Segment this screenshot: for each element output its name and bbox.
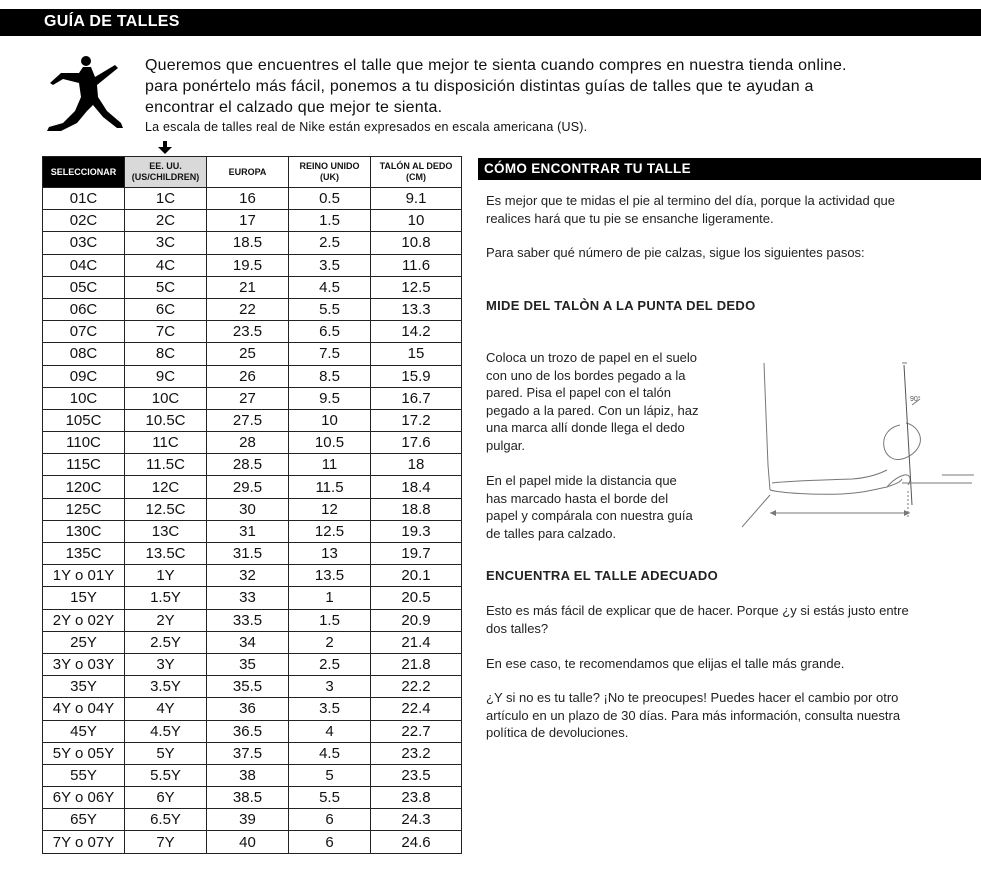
size-uk-cell: 13	[289, 543, 371, 565]
size-eu-cell: 26	[207, 365, 289, 387]
size-us-cell: 5C	[125, 276, 207, 298]
table-row[interactable]	[43, 432, 462, 454]
size-eu-cell: 21	[207, 276, 289, 298]
size-select-cell[interactable]: 4Y o 04Y	[43, 698, 125, 720]
column-header-eu: EUROPA	[207, 157, 289, 188]
size-us-cell: 12.5C	[125, 498, 207, 520]
table-row[interactable]	[43, 276, 462, 298]
size-us-cell: 7Y	[125, 831, 207, 853]
size-us-cell: 5Y	[125, 742, 207, 764]
size-cm-cell: 17.2	[371, 409, 462, 431]
size-us-cell: 12C	[125, 476, 207, 498]
size-select-cell[interactable]: 09C	[43, 365, 125, 387]
size-eu-cell: 27.5	[207, 409, 289, 431]
size-cm-cell: 9.1	[371, 188, 462, 210]
size-select-cell[interactable]: 45Y	[43, 720, 125, 742]
size-eu-cell: 29.5	[207, 476, 289, 498]
size-uk-cell: 2.5	[289, 653, 371, 675]
size-eu-cell: 35	[207, 653, 289, 675]
size-uk-cell: 6.5	[289, 321, 371, 343]
size-eu-cell: 19.5	[207, 254, 289, 276]
size-eu-cell: 28.5	[207, 454, 289, 476]
table-row[interactable]	[43, 720, 462, 742]
size-us-cell: 5.5Y	[125, 764, 207, 786]
size-uk-cell: 5.5	[289, 298, 371, 320]
table-row[interactable]	[43, 232, 462, 254]
down-arrow-icon	[158, 141, 172, 155]
table-row[interactable]	[43, 210, 462, 232]
size-cm-cell: 16.7	[371, 387, 462, 409]
table-row[interactable]	[43, 631, 462, 653]
size-select-cell[interactable]: 110C	[43, 432, 125, 454]
intro-line: Queremos que encuentres el talle que mejor te sienta cuando compres en nuestra tienda online.	[145, 57, 847, 74]
size-eu-cell: 30	[207, 498, 289, 520]
size-us-cell: 6.5Y	[125, 809, 207, 831]
size-eu-cell: 33.5	[207, 609, 289, 631]
size-select-cell[interactable]: 55Y	[43, 764, 125, 786]
foot-measure-illustration	[742, 355, 974, 530]
size-us-cell: 2C	[125, 210, 207, 232]
page-title: GUÍA DE TALLES	[44, 13, 180, 30]
size-cm-cell: 22.7	[371, 720, 462, 742]
size-select-cell[interactable]: 130C	[43, 520, 125, 542]
size-select-cell[interactable]: 08C	[43, 343, 125, 365]
size-uk-cell: 0.5	[289, 188, 371, 210]
size-cm-cell: 11.6	[371, 254, 462, 276]
intro-line: para ponértelo más fácil, ponemos a tu disposición distintas guías de talles que te ayudan a	[145, 78, 814, 95]
size-us-cell: 3.5Y	[125, 676, 207, 698]
table-row[interactable]	[43, 343, 462, 365]
size-us-cell: 6C	[125, 298, 207, 320]
size-cm-cell: 14.2	[371, 321, 462, 343]
size-select-cell[interactable]: 04C	[43, 254, 125, 276]
size-select-cell[interactable]: 05C	[43, 276, 125, 298]
size-select-cell[interactable]: 07C	[43, 321, 125, 343]
size-us-cell: 4C	[125, 254, 207, 276]
size-uk-cell: 10	[289, 409, 371, 431]
size-cm-cell: 15.9	[371, 365, 462, 387]
size-eu-cell: 38	[207, 764, 289, 786]
guide-title-bar	[478, 158, 981, 180]
size-cm-cell: 23.8	[371, 787, 462, 809]
size-eu-cell: 35.5	[207, 676, 289, 698]
size-eu-cell: 36	[207, 698, 289, 720]
size-select-cell[interactable]: 25Y	[43, 631, 125, 653]
size-us-cell: 7C	[125, 321, 207, 343]
size-us-cell: 2.5Y	[125, 631, 207, 653]
size-select-cell[interactable]: 125C	[43, 498, 125, 520]
table-row[interactable]	[43, 321, 462, 343]
size-select-cell[interactable]: 115C	[43, 454, 125, 476]
intro-line: encontrar el calzado que mejor te sienta.	[145, 99, 443, 116]
size-cm-cell: 22.2	[371, 676, 462, 698]
size-uk-cell: 8.5	[289, 365, 371, 387]
size-eu-cell: 37.5	[207, 742, 289, 764]
size-uk-cell: 11	[289, 454, 371, 476]
size-cm-cell: 18.8	[371, 498, 462, 520]
table-row[interactable]	[43, 831, 462, 853]
table-row[interactable]	[43, 454, 462, 476]
table-row[interactable]	[43, 298, 462, 320]
size-eu-cell: 31.5	[207, 543, 289, 565]
table-row[interactable]	[43, 565, 462, 587]
size-us-cell: 1C	[125, 188, 207, 210]
size-uk-cell: 6	[289, 831, 371, 853]
size-eu-cell: 32	[207, 565, 289, 587]
size-uk-cell: 11.5	[289, 476, 371, 498]
size-cm-cell: 15	[371, 343, 462, 365]
size-eu-cell: 38.5	[207, 787, 289, 809]
size-uk-cell: 3.5	[289, 254, 371, 276]
size-eu-cell: 17	[207, 210, 289, 232]
size-cm-cell: 17.6	[371, 432, 462, 454]
guide-paragraph: Es mejor que te midas el pie al termino del día, porque la actividad que realices hará que tu pie se ensanche ligeramente.	[486, 193, 896, 226]
size-select-cell[interactable]: 1Y o 01Y	[43, 565, 125, 587]
column-header-uk: REINO UNIDO (UK)	[289, 157, 371, 188]
size-cm-cell: 24.3	[371, 809, 462, 831]
table-row[interactable]	[43, 476, 462, 498]
size-cm-cell: 20.9	[371, 609, 462, 631]
size-select-cell[interactable]: 01C	[43, 188, 125, 210]
table-row[interactable]	[43, 653, 462, 675]
size-eu-cell: 39	[207, 809, 289, 831]
size-select-cell[interactable]: 2Y o 02Y	[43, 609, 125, 631]
size-uk-cell: 1	[289, 587, 371, 609]
column-header-cm: TALÓN AL DEDO (CM)	[371, 157, 462, 188]
table-row[interactable]	[43, 676, 462, 698]
size-uk-cell: 12	[289, 498, 371, 520]
size-cm-cell: 10	[371, 210, 462, 232]
guide-paragraph: ¿Y si no es tu talle? ¡No te preocupes! Puedes hacer el cambio por otro artículo en un plazo de 30 días. Para más información, consulta nuestra política de devoluciones.	[486, 690, 901, 740]
size-uk-cell: 7.5	[289, 343, 371, 365]
size-eu-cell: 22	[207, 298, 289, 320]
table-row[interactable]	[43, 365, 462, 387]
size-uk-cell: 6	[289, 809, 371, 831]
size-us-cell: 6Y	[125, 787, 207, 809]
size-select-cell[interactable]: 3Y o 03Y	[43, 653, 125, 675]
size-select-cell[interactable]: 02C	[43, 210, 125, 232]
size-uk-cell: 13.5	[289, 565, 371, 587]
table-row[interactable]	[43, 498, 462, 520]
size-uk-cell: 4.5	[289, 276, 371, 298]
column-header-select[interactable]: SELECCIONAR	[43, 157, 125, 188]
size-select-cell[interactable]: 06C	[43, 298, 125, 320]
size-select-cell[interactable]: 105C	[43, 409, 125, 431]
size-eu-cell: 27	[207, 387, 289, 409]
size-eu-cell: 25	[207, 343, 289, 365]
size-select-cell[interactable]: 7Y o 07Y	[43, 831, 125, 853]
size-select-cell[interactable]: 10C	[43, 387, 125, 409]
table-row[interactable]	[43, 587, 462, 609]
size-cm-cell: 22.4	[371, 698, 462, 720]
size-eu-cell: 34	[207, 631, 289, 653]
size-us-cell: 10.5C	[125, 409, 207, 431]
size-us-cell: 4Y	[125, 698, 207, 720]
size-cm-cell: 20.5	[371, 587, 462, 609]
size-cm-cell: 23.5	[371, 764, 462, 786]
size-uk-cell: 9.5	[289, 387, 371, 409]
size-cm-cell: 21.4	[371, 631, 462, 653]
table-row[interactable]	[43, 787, 462, 809]
size-select-cell[interactable]: 15Y	[43, 587, 125, 609]
size-us-cell: 9C	[125, 365, 207, 387]
intro-note: La escala de talles real de Nike están expresados en escala americana (US).	[145, 120, 588, 134]
size-select-cell[interactable]: 5Y o 05Y	[43, 742, 125, 764]
size-cm-cell: 10.8	[371, 232, 462, 254]
guide-paragraph: En el papel mide la distancia que has marcado hasta el borde del papel y compárala con nuestra guía de talles para calzado.	[486, 473, 693, 541]
guide-paragraph: Coloca un trozo de papel en el suelo con uno de los bordes pegado a la pared. Pisa el papel con el talón pegado a la pared. Con un lápiz, haz una marca allí donde llega el dedo pulgar.	[486, 350, 699, 453]
column-header-us: EE. UU. (US/CHILDREN)	[125, 157, 207, 188]
size-us-cell: 13C	[125, 520, 207, 542]
size-eu-cell: 28	[207, 432, 289, 454]
size-uk-cell: 10.5	[289, 432, 371, 454]
size-us-cell: 10C	[125, 387, 207, 409]
size-uk-cell: 2.5	[289, 232, 371, 254]
size-cm-cell: 23.2	[371, 742, 462, 764]
angle-label: 90°	[910, 396, 921, 403]
size-uk-cell: 4	[289, 720, 371, 742]
table-row[interactable]	[43, 809, 462, 831]
size-uk-cell: 1.5	[289, 210, 371, 232]
size-eu-cell: 18.5	[207, 232, 289, 254]
size-us-cell: 1Y	[125, 565, 207, 587]
size-cm-cell: 19.7	[371, 543, 462, 565]
size-uk-cell: 5	[289, 764, 371, 786]
table-row[interactable]	[43, 409, 462, 431]
guide-paragraph: Esto es más fácil de explicar que de hacer. Porque ¿y si estás justo entre dos talles?	[486, 603, 909, 636]
size-uk-cell: 4.5	[289, 742, 371, 764]
table-row[interactable]	[43, 698, 462, 720]
guide-heading-measure: MIDE DEL TALÒN A LA PUNTA DEL DEDO	[486, 298, 756, 313]
size-us-cell: 3C	[125, 232, 207, 254]
size-select-cell[interactable]: 135C	[43, 543, 125, 565]
size-cm-cell: 21.8	[371, 653, 462, 675]
table-header-row	[43, 157, 462, 188]
size-cm-cell: 19.3	[371, 520, 462, 542]
size-us-cell: 11C	[125, 432, 207, 454]
size-eu-cell: 36.5	[207, 720, 289, 742]
size-uk-cell: 12.5	[289, 520, 371, 542]
size-us-cell: 13.5C	[125, 543, 207, 565]
table-row[interactable]	[43, 254, 462, 276]
table-row[interactable]	[43, 543, 462, 565]
size-us-cell: 11.5C	[125, 454, 207, 476]
size-uk-cell: 2	[289, 631, 371, 653]
guide-paragraph: En ese caso, te recomendamos que elijas el talle más grande.	[486, 656, 845, 671]
size-eu-cell: 40	[207, 831, 289, 853]
size-us-cell: 4.5Y	[125, 720, 207, 742]
size-cm-cell: 18	[371, 454, 462, 476]
table-row[interactable]	[43, 188, 462, 210]
size-select-cell[interactable]: 65Y	[43, 809, 125, 831]
size-cm-cell: 18.4	[371, 476, 462, 498]
table-row[interactable]	[43, 387, 462, 409]
size-us-cell: 8C	[125, 343, 207, 365]
guide-title: CÓMO ENCONTRAR TU TALLE	[484, 161, 691, 176]
size-uk-cell: 3.5	[289, 698, 371, 720]
size-us-cell: 3Y	[125, 653, 207, 675]
size-uk-cell: 3	[289, 676, 371, 698]
size-select-cell[interactable]: 120C	[43, 476, 125, 498]
table-row[interactable]	[43, 609, 462, 631]
size-us-cell: 1.5Y	[125, 587, 207, 609]
size-eu-cell: 33	[207, 587, 289, 609]
size-cm-cell: 12.5	[371, 276, 462, 298]
size-select-cell[interactable]: 03C	[43, 232, 125, 254]
guide-paragraph: Para saber qué número de pie calzas, sigue los siguientes pasos:	[486, 245, 865, 260]
size-cm-cell: 13.3	[371, 298, 462, 320]
header-bar	[0, 9, 981, 36]
size-uk-cell: 5.5	[289, 787, 371, 809]
size-cm-cell: 24.6	[371, 831, 462, 853]
size-cm-cell: 20.1	[371, 565, 462, 587]
jumpman-logo-icon	[43, 53, 125, 135]
size-select-cell[interactable]: 35Y	[43, 676, 125, 698]
table-row[interactable]	[43, 742, 462, 764]
size-eu-cell: 23.5	[207, 321, 289, 343]
size-eu-cell: 16	[207, 188, 289, 210]
size-us-cell: 2Y	[125, 609, 207, 631]
size-uk-cell: 1.5	[289, 609, 371, 631]
table-row[interactable]	[43, 764, 462, 786]
size-select-cell[interactable]: 6Y o 06Y	[43, 787, 125, 809]
table-row[interactable]	[43, 520, 462, 542]
size-eu-cell: 31	[207, 520, 289, 542]
size-table	[42, 156, 462, 854]
guide-heading-fit: ENCUENTRA EL TALLE ADECUADO	[486, 568, 718, 583]
intro-text	[145, 55, 945, 135]
